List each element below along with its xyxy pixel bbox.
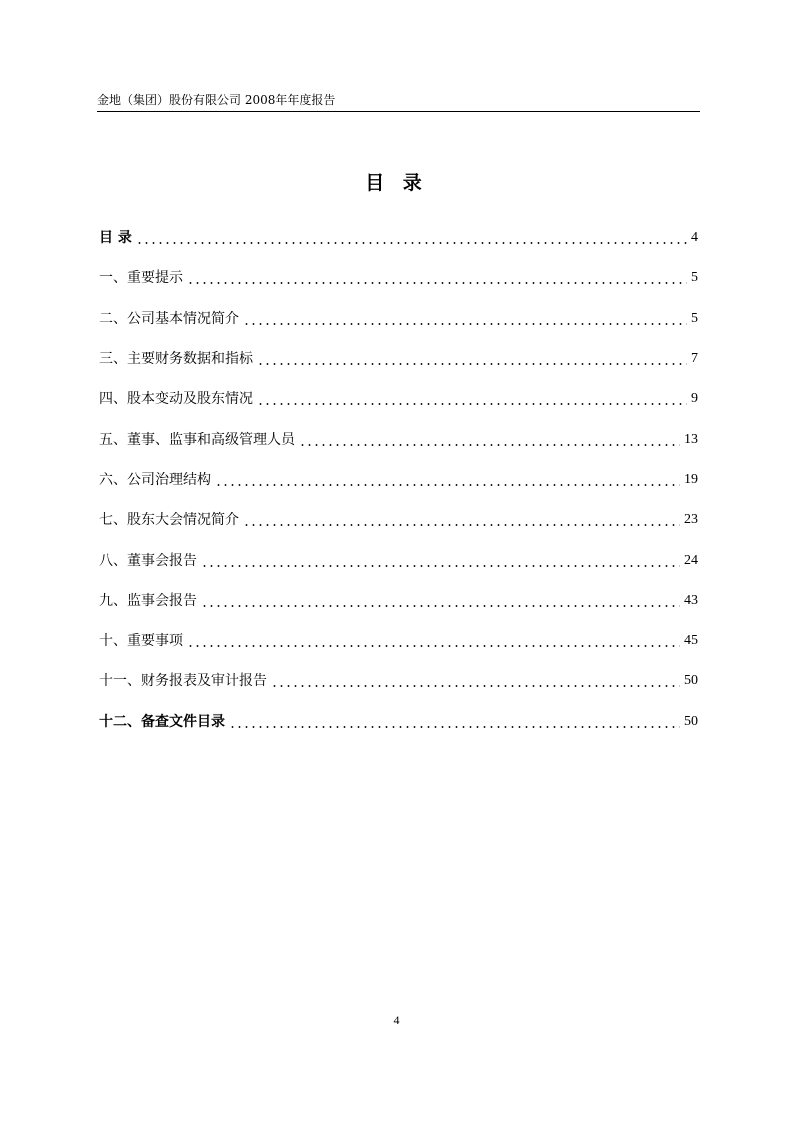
toc-entry-page: 9 — [691, 391, 698, 407]
toc-entry-label: 七、股东大会情况简介 — [99, 512, 239, 529]
dot-leader — [215, 470, 680, 490]
toc-entry[interactable] — [99, 379, 698, 419]
toc-entry-label: 二、公司基本情况简介 — [99, 310, 239, 327]
toc-entry-page: 5 — [691, 310, 698, 326]
dot-leader — [187, 268, 687, 288]
toc-entry-page: 4 — [691, 230, 698, 246]
dot-leader — [243, 510, 680, 530]
toc-entry-label: 目 录 — [99, 230, 132, 247]
dot-leader — [187, 631, 680, 651]
toc-entry[interactable] — [99, 258, 698, 298]
toc-entry[interactable] — [99, 581, 698, 621]
toc-entry-label: 六、公司治理结构 — [99, 471, 211, 488]
dot-leader — [201, 591, 680, 611]
toc-entry-page: 24 — [684, 552, 698, 568]
page-number: 4 — [393, 1013, 400, 1027]
toc-entry[interactable] — [99, 702, 698, 742]
dot-leader — [136, 228, 687, 248]
toc-entry-page: 45 — [684, 633, 698, 649]
toc-entry-page: 7 — [691, 351, 698, 367]
dot-leader — [257, 389, 687, 409]
toc-entry-page: 43 — [684, 592, 698, 608]
toc-entry-label: 十、重要事项 — [99, 633, 183, 650]
toc-entry-label: 三、主要财务数据和指标 — [99, 351, 253, 368]
toc-entry[interactable] — [99, 339, 698, 379]
toc-entry-page: 5 — [691, 270, 698, 286]
toc-entry[interactable] — [99, 419, 698, 459]
toc-entry[interactable] — [99, 460, 698, 500]
toc-entry[interactable] — [99, 661, 698, 701]
dot-leader — [201, 551, 680, 571]
dot-leader — [229, 712, 680, 732]
page-header — [97, 93, 700, 112]
dot-leader — [299, 430, 680, 450]
toc-entry-label: 八、董事会报告 — [99, 552, 197, 569]
page-footer — [0, 1013, 793, 1028]
toc-entry-page: 50 — [684, 673, 698, 689]
toc-entry[interactable] — [99, 621, 698, 661]
toc-entry-label: 五、董事、监事和高级管理人员 — [99, 431, 295, 448]
toc-entry[interactable] — [99, 540, 698, 580]
dot-leader — [257, 349, 687, 369]
toc-entry-label: 四、股本变动及股东情况 — [99, 391, 253, 408]
dot-leader — [243, 309, 687, 329]
toc-entry[interactable] — [99, 218, 698, 258]
table-of-contents — [99, 218, 698, 742]
toc-entry-page: 13 — [684, 431, 698, 447]
toc-entry[interactable] — [99, 299, 698, 339]
toc-title: 目 录 — [365, 172, 428, 194]
dot-leader — [271, 671, 680, 691]
toc-entry-page: 50 — [684, 713, 698, 729]
toc-entry-label: 一、重要提示 — [99, 270, 183, 287]
toc-entry-label: 十一、财务报表及审计报告 — [99, 673, 267, 690]
toc-entry-page: 19 — [684, 471, 698, 487]
header-text: 金地（集团）股份有限公司 2008年年度报告 — [97, 93, 336, 107]
toc-entry-label: 十二、备查文件目录 — [99, 713, 225, 730]
toc-entry[interactable] — [99, 500, 698, 540]
toc-entry-page: 23 — [684, 512, 698, 528]
toc-entry-label: 九、监事会报告 — [99, 592, 197, 609]
